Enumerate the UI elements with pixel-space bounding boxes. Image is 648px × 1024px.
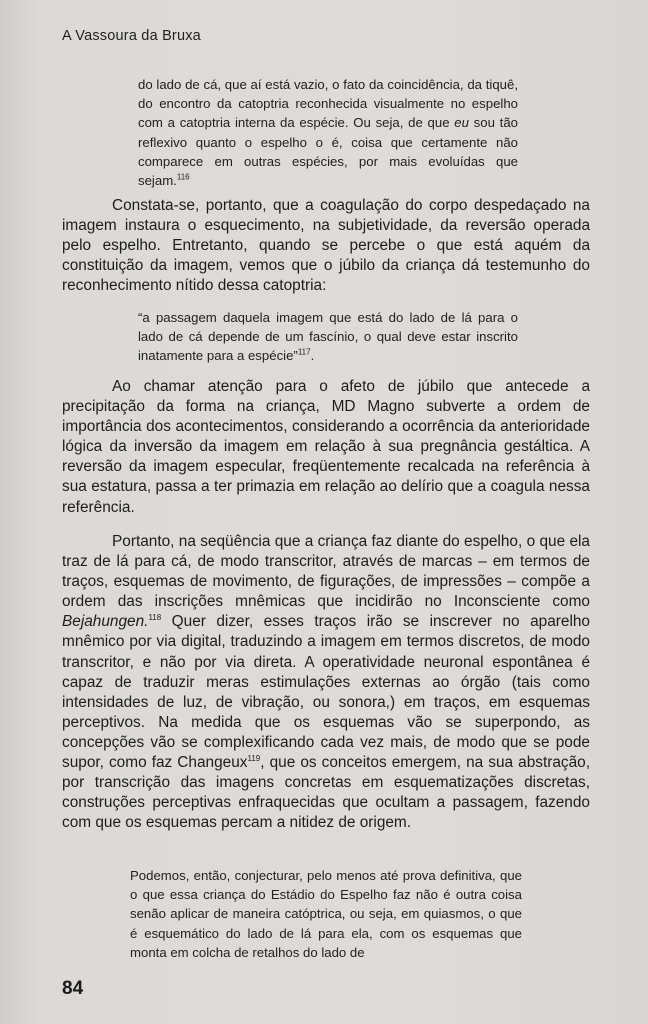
running-header: A Vassoura da Bruxa xyxy=(62,28,201,44)
quote1-emphasis: eu xyxy=(454,115,469,131)
page-number: 84 xyxy=(62,978,84,999)
quote2-text: “a passagem daquela imagem que está do lado de lá para o lado de cá depende de um fascínio, o qual deve estar inscrito inatamente para a espécie” xyxy=(138,310,518,364)
paragraph-3-text-c: , que os conceitos emergem, na sua abstração, por transcrição das imagens concretas em esquematizações discretas, construções perceptivas enfraquecidas que ocultam a passagem, fazendo com que os esquemas percam a nitidez de origem. xyxy=(62,754,590,832)
footnote-ref-119: 119 xyxy=(247,753,261,763)
footnote-ref-118: 118 xyxy=(148,613,162,623)
paragraph-1-text: Constata-se, portanto, que a coagulação do corpo despedaçado na imagem instaura o esquecimento, na subjetividade, da reversão operada pelo espelho. Entretanto, quando se percebe o que está aquém da constituição da imagem, vemos que o júbilo da criança dá testemunho do reconhecimento nítido dessa catoptria: xyxy=(62,197,590,295)
block-quote-1 xyxy=(138,75,518,190)
paragraph-1 xyxy=(62,196,590,296)
paragraph-3-emphasis: Bejahungen. xyxy=(62,613,149,631)
block-quote-3 xyxy=(130,866,522,962)
footnote-ref-116: 116 xyxy=(176,172,190,182)
paragraph-3 xyxy=(62,532,590,833)
paragraph-2-text: Ao chamar atenção para o afeto de júbilo que antecede a precipitação da forma na criança, MD Magno subverte a ordem de importância dos acontecimentos, considerando a ocorrência da anterioridade lógica da inversão da imagem em relação à sua pregnância gestáltica. A reversão da imagem especular, freqüentemente recalcada na referência à sua estatura, passa a ter primazia em relação ao delírio que a coagula nessa referência. xyxy=(62,378,590,516)
quote2-end: . xyxy=(310,348,315,364)
quote1-text-cont: sou tão reflexivo quanto o espelho o é, coisa que certamente não comparece em outras espécies, por mais evoluídas que sejam. xyxy=(138,115,518,189)
paragraph-2 xyxy=(62,377,590,518)
footnote-ref-117: 117 xyxy=(297,348,311,358)
quote3-text: Podemos, então, conjecturar, pelo menos até prova definitiva, que o que essa criança do Estádio do Espelho faz não é outra coisa senão aplicar de maneira catóptrica, ou seja, em quiasmos, o que é esquemático do lado de lá para ela, com os esquemas que monta em colcha de retalhos do lado de xyxy=(130,868,522,960)
quote1-text: do lado de cá, que aí está vazio, o fato da coincidência, da tiquê, do encontro da catoptria reconhecida visualmente no espelho com a catoptria interna da espécie. Ou seja, de que xyxy=(138,77,518,131)
block-quote-2 xyxy=(138,308,518,366)
paragraph-3-text-b: Quer dizer, esses traços irão se inscrever no aparelho mnêmico por via digital, traduzindo a imagem em termos discretos, de modo transcritor, e não por via direta. A operatividade neuronal espontânea é capaz de traduzir meras estimulações externas ao órgão (tais como intensidades de luz, de vibração, ou sonora,) em traços, em esquemas perceptivos. Na medida que os esquemas vão se superpondo, as concepções vão se complexificando cada vez mais, de modo que se pode supor, como faz Changeux xyxy=(62,613,590,772)
paragraph-3-text-a: Portanto, na seqüência que a criança faz diante do espelho, o que ela traz de lá para cá, de modo transcritor, através de marcas – em termos de traços, esquemas de movimento, de figurações, de impressões – compõe a ordem das inscrições mnêmicas que incidirão no Inconsciente como xyxy=(62,533,590,611)
